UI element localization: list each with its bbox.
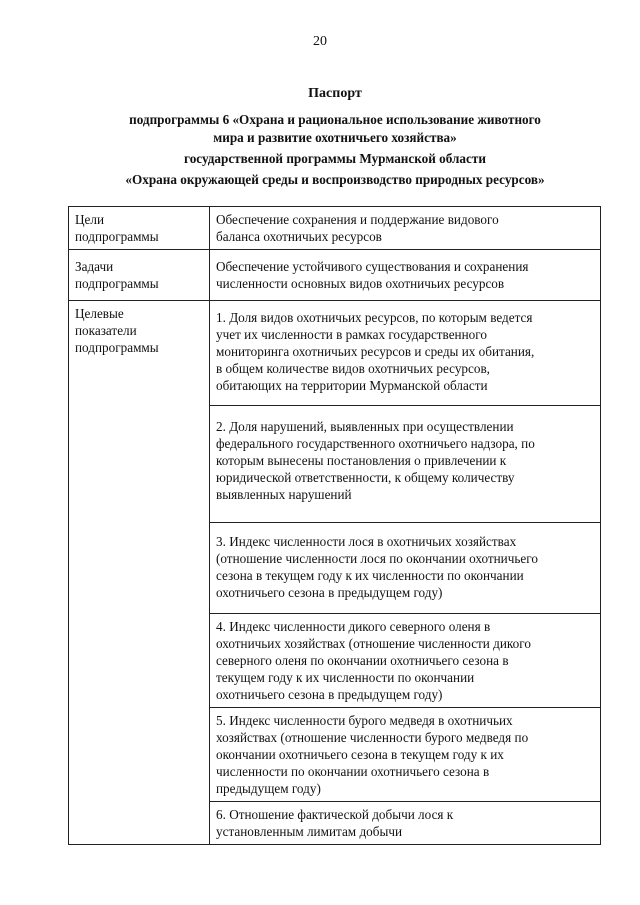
document-subtitle xyxy=(70,111,600,189)
indicator-6: 6. Отношение фактической добычи лося к установленным лимитам добычи xyxy=(210,802,601,845)
indicator-4: 4. Индекс численности дикого северного оленя в охотничьих хозяйствах (отношение численности дикого северного оленя по окончании охотничьего сезона в текущем году к их численности по окончании охотничьего сезона в предыдущем году) xyxy=(210,614,601,708)
subtitle-line: подпрограммы 6 «Охрана и рациональное использование животного xyxy=(129,112,541,127)
goals-text: Обеспечение сохранения и поддержание видового баланса охотничьих ресурсов xyxy=(210,207,601,250)
tasks-label: Задачи подпрограммы xyxy=(69,250,210,301)
subtitle-line: мира и развитие охотничьего хозяйства» xyxy=(213,130,457,145)
table-row-indicator-1 xyxy=(69,301,601,406)
document-title: Паспорт xyxy=(308,86,362,101)
indicator-2: 2. Доля нарушений, выявленных при осуществлении федерального государственного охотничьего надзора, по которым вынесены постановления о привлечении к юридической ответственности, к общему количеству выявленных нарушений xyxy=(210,406,601,523)
passport-table xyxy=(68,206,601,845)
subtitle-line: «Охрана окружающей среды и воспроизводство природных ресурсов» xyxy=(125,172,545,187)
indicators-label: Целевые показатели подпрограммы xyxy=(69,301,210,845)
indicator-3: 3. Индекс численности лося в охотничьих хозяйствах (отношение численности лося по окончании охотничьего сезона в текущем году к их численности по окончании охотничьего сезона в предыдущем году) xyxy=(210,523,601,614)
goals-label: Цели подпрограммы xyxy=(69,207,210,250)
table-row-goals xyxy=(69,207,601,250)
table-row-tasks xyxy=(69,250,601,301)
indicator-5: 5. Индекс численности бурого медведя в охотничьих хозяйствах (отношение численности бурого медведя по окончании охотничьего сезона в текущем году к их численности по окончании охотничьего сезона в предыдущем году) xyxy=(210,708,601,802)
page-number: 20 xyxy=(313,34,327,49)
subtitle-line: государственной программы Мурманской области xyxy=(184,151,486,166)
tasks-text: Обеспечение устойчивого существования и сохранения численности основных видов охотничьих ресурсов xyxy=(210,250,601,301)
indicator-1: 1. Доля видов охотничьих ресурсов, по которым ведется учет их численности в рамках государственного мониторинга охотничьих ресурсов и среды их обитания, в общем количестве видов охотничьих ресурсов, обитающих на территории Мурманской области xyxy=(210,301,601,406)
